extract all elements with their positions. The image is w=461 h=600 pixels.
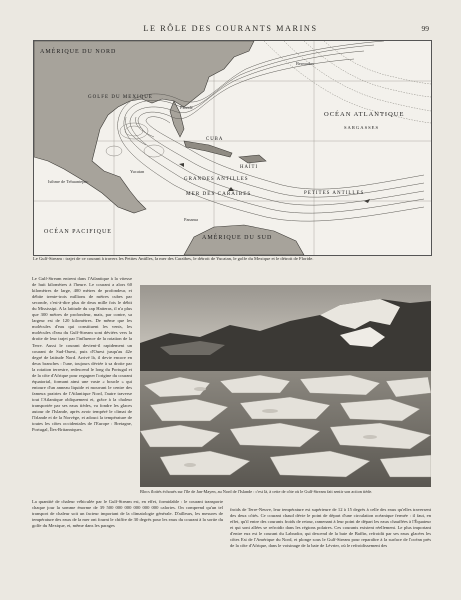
paragraph: Le Gulf-Stream entrent dans l'Atlantique à la vitesse de huit kilomètres à l'heure. Le courant a alors 60 kilomètres de large, 400 mètres de profondeur, et débite trente-trois millions de mètres cubes par seconde, c'est-à-dire plus de deux mille fois le débit du Mississipi. A la latitude du cap Hatteras, il n'a plus que 300 mètres de profondeur, mais, par contre, sa largeur est de 120 kilomètres. De même que les molécules d'eau qui constituent les vents, les molécules d'eau du Gulf-Stream sont déviées vers la droite de leur trajet par l'influence de la rotation de la Terre. Aussi le courant devient-il rapidement un courant de Sud-Ouest, puis d'Ouest jusqu'au 42e degré de latitude Nord. Arrivé là, il devie encore en deux branches : l'une, toujours déviée à sa droite par la rotation terrestre, redescend le long du Portugal et de la côte d'Afrique pour regagner l'origine du courant équatorial, formant ainsi une vaste « boucle » qui entoure d'un anneau liquide et mouvant le centre des fameux prairies de l'Atlantique Nord, l'autre traverse tout l'Atlantique obliquement et, grâce à la chaleur transportée par ses eaux tièdes, va fondre les glaces autour de l'Islande, après avoir tempéré le climat de l'Irlande et de la Norvège, et adouci la température de toutes les côtes occidentales de l'Europe : Bretagne, Portugal, Îles-Britanniques.	[32, 276, 132, 433]
photo-caption: Blocs flottés échoués sur l'île de Jan-Mayen, au Nord de l'Islande : c'est là, à cette de côte où le Gulf-Stream fait sentir son action tiède.	[140, 489, 373, 494]
label-gulf-of-mexico: GOLFE DU MEXIQUE	[88, 95, 153, 100]
map-drawing	[34, 41, 431, 255]
label-sargasses: SARGASSES	[344, 125, 380, 130]
label-panama: Panama	[184, 217, 198, 222]
bottom-right-text	[230, 507, 431, 549]
label-bermudes: Bermudes	[296, 61, 314, 66]
paragraph: froids de Terre-Neuve, leur température est supérieure de 12 à 15 degrés à celle des eaux qu'elles traversent des deux côtés. Ce courant chaud dévie le point de départ d'une circulation océanique fermée : il faut, en effet, qu'il entre des courants froids de retour, ramenant à leur point de départ les eaux chauffées à l'Équateur et qui sont allées se refroidir dans les régions polaires. Ces courants existent réellement. Le plus important d'entre eux est le courant du Labrador, qui descend de la baie de Baffin, refroidit par ses eaux glacées les côtes Est de l'Amérique du Nord, et plonge sous le Gulf-Stream pour reparaître à la surface de l'océan près de la côte d'Afrique, dans le voisinage de la baie de Lévrier, où le refroidissement des	[230, 507, 431, 549]
label-north-america: AMÉRIQUE DU NORD	[40, 49, 117, 55]
label-yucatan: Yucatan	[130, 169, 145, 174]
paragraph: La quantité de chaleur véhiculée par le Gulf-Stream est, en effet, formidable : le courant transporte chaque jour la somme énorme de 39 500 000 000 000 000 000 calories. On comprend qu'un tel transport de chaleur soit un facteur important de la climatologie générale. D'ailleurs, les mesures de température des eaux de la mer ont fourni le chiffre de 30 degrés pour les eaux du courant à la sortie du golfe du Mexique, et, même dans les parages	[32, 499, 223, 529]
photo-drawing	[140, 285, 431, 487]
label-cuba: CUBA	[206, 137, 224, 142]
label-caribbean: MER DES CARAÏBES	[186, 191, 252, 197]
label-atlantic-ocean: OCÉAN ATLANTIQUE	[324, 111, 405, 118]
bottom-left-text	[32, 499, 223, 529]
running-title: LE RÔLE DES COURANTS MARINS	[143, 24, 318, 33]
page-header	[0, 24, 461, 34]
label-greater-antilles: GRANDES ANTILLES	[184, 177, 249, 182]
left-column-text	[32, 276, 132, 433]
label-lesser-antilles: PETITES ANTILLES	[304, 191, 365, 196]
label-south-america: AMÉRIQUE DU SUD	[202, 235, 273, 241]
map-caption: Le Gulf-Stream : trajet de ce courant à travers les Petites Antilles, la mer des Caraïbes, le détroit de Yucatan, le golfe du Mexique et le détroit de Floride.	[33, 256, 314, 261]
label-isthmus: Isthme de Tehuantepec	[48, 179, 89, 184]
label-haiti: HAÏTI	[240, 165, 259, 170]
label-pacific-ocean: OCÉAN PACIFIQUE	[44, 229, 112, 235]
photo-jan-mayen	[140, 285, 431, 487]
gulf-stream-map	[33, 40, 432, 256]
page-number: 99	[421, 24, 429, 33]
label-floride: Floride	[180, 105, 193, 110]
